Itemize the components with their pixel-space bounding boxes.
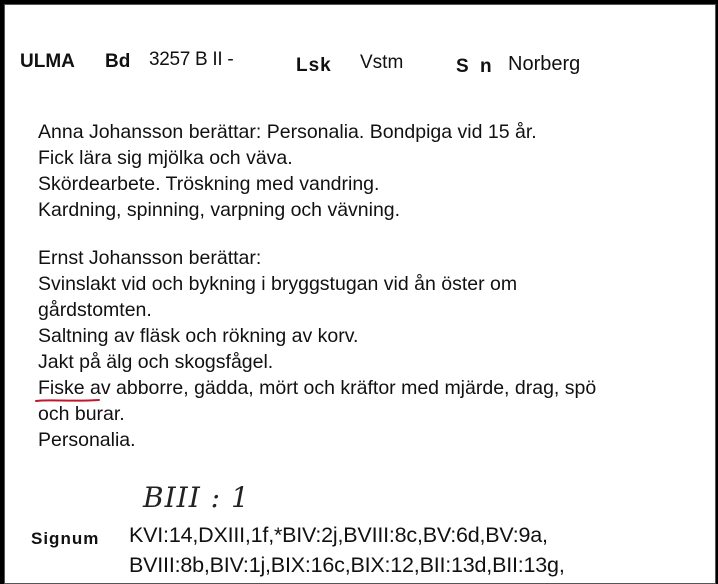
fiske-word (38, 377, 85, 399)
anna-line-2: Fick lära sig mjölka och väva. (38, 147, 293, 169)
ernst-line-1: Svinslakt vid och bykning i bryggstugan vid ån öster om (38, 273, 518, 295)
card-header (5, 47, 716, 81)
anna-line-1: Anna Johansson berättar: Personalia. Bondpiga vid 15 år. (38, 121, 537, 143)
ernst-line-5 (38, 375, 708, 401)
fiske-rest: av abborre, gädda, mört och kräftor med mjärde, drag, spö (84, 377, 597, 399)
ernst-intro: Ernst Johansson berättar: (38, 247, 262, 269)
anna-line-3: Skördearbete. Tröskning med vandring. (38, 173, 380, 195)
lsk-label: Lsk (296, 55, 332, 76)
ernst-line-7: Personalia. (38, 429, 136, 451)
archive-card (4, 4, 716, 584)
bd-label: Bd (105, 51, 131, 72)
signum-value (129, 520, 716, 580)
ulma-label: ULMA (20, 51, 75, 72)
lsk-value: Vstm (360, 52, 404, 73)
ernst-line-2: gårdstomten. (38, 299, 152, 321)
handwritten-annotation: BIII : 1 (143, 481, 250, 514)
sn-value: Norberg (508, 53, 581, 75)
fiske-word-text: Fiske (38, 377, 85, 399)
paragraph-gap (38, 223, 708, 245)
signum-line-1: KVI:14,DXIII,1f,*BIV:2j,BVIII:8c,BV:6d,BV:9a, (129, 523, 548, 547)
ernst-line-6: och burar. (38, 403, 125, 425)
ernst-line-4: Jakt på älg och skogsfågel. (38, 351, 274, 373)
sn-label: S n (456, 56, 495, 77)
signum-label: Signum (31, 529, 100, 548)
anna-line-4: Kardning, spinning, varpning och vävning. (38, 199, 401, 221)
signum-line-2: BVIII:8b,BIV:1j,BIX:16c,BIX:12,BII:13d,BII:13g, (129, 553, 565, 577)
card-body (38, 119, 708, 453)
red-underline-mark (35, 397, 101, 405)
bd-value: 3257 B II - (149, 49, 234, 70)
ernst-line-3: Saltning av fläsk och rökning av korv. (38, 325, 359, 347)
